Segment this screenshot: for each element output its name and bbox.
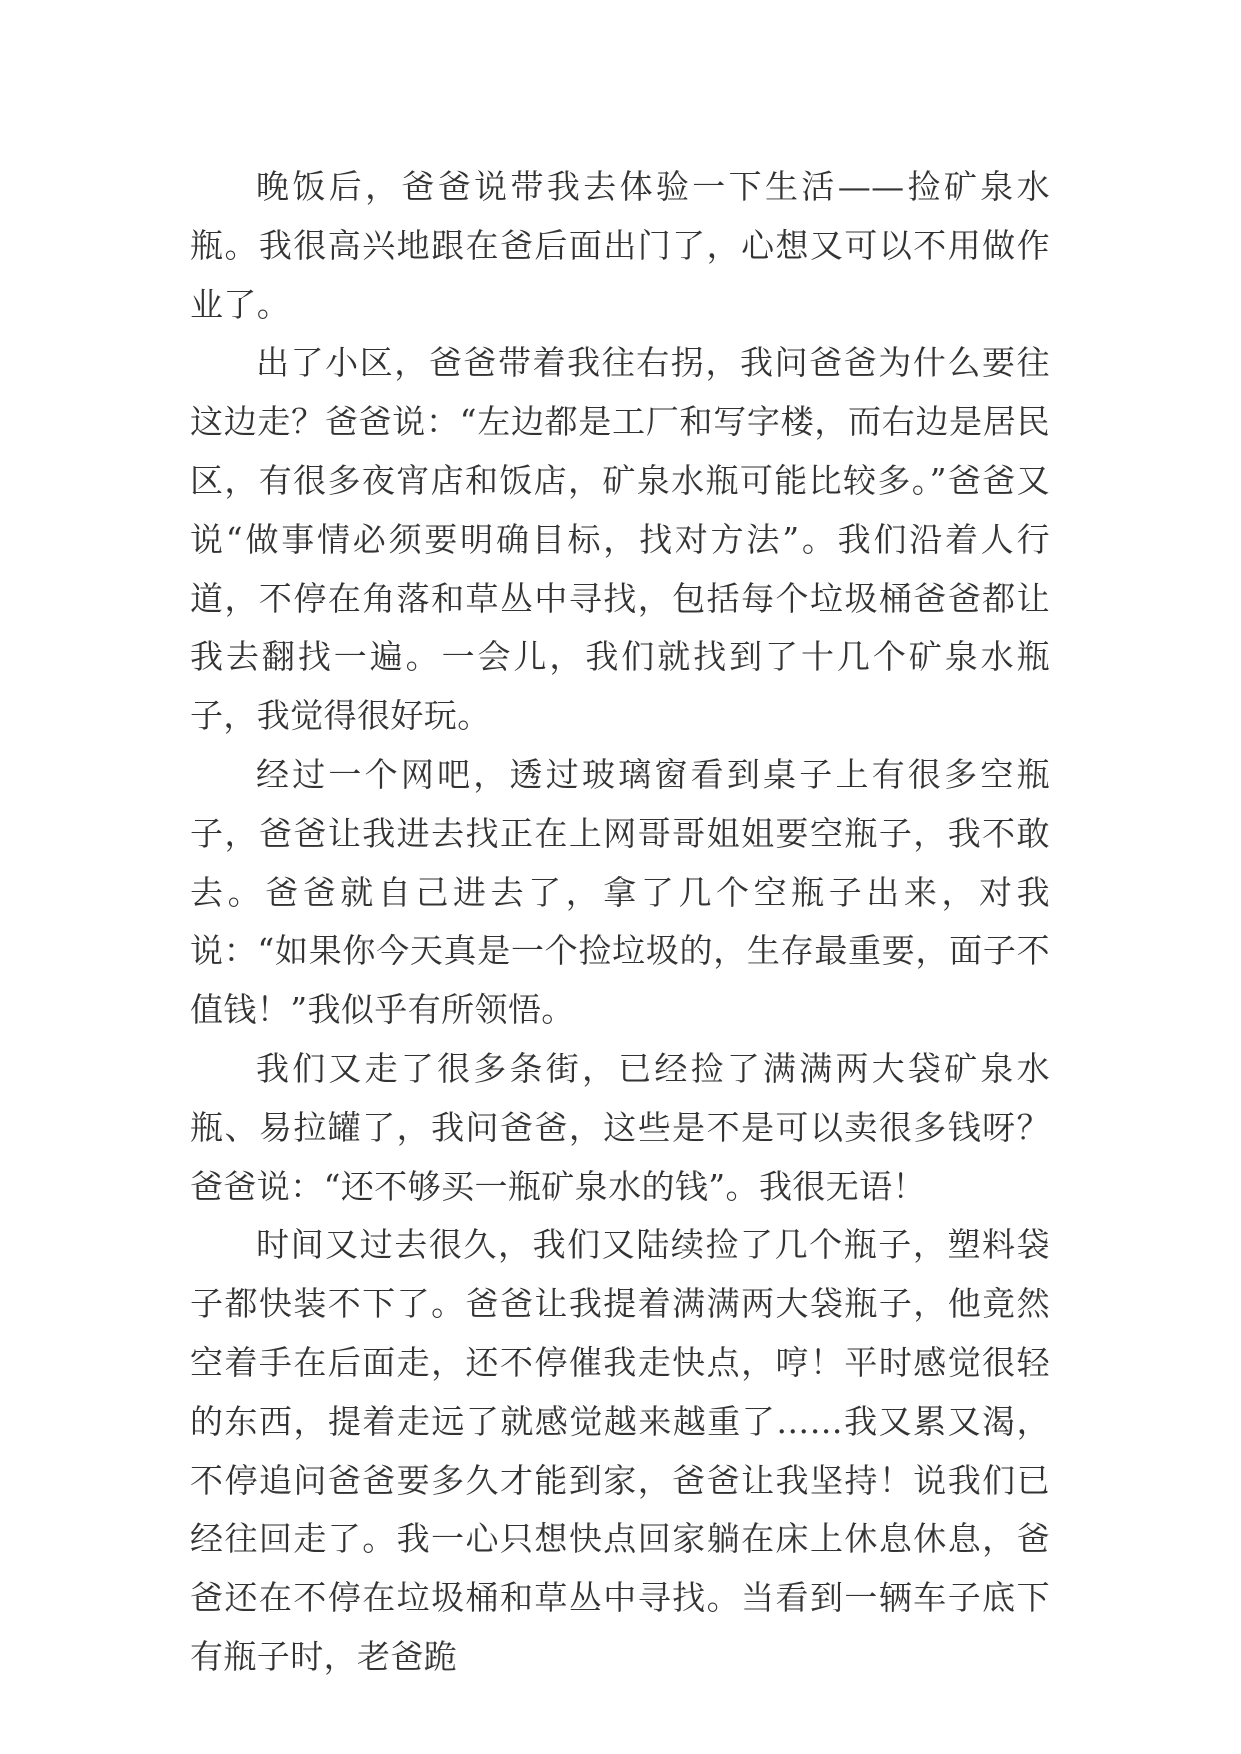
paragraph-5: 时间又过去很久，我们又陆续捡了几个瓶子，塑料袋子都快装不下了。爸爸让我提着满满两大袋瓶子，他竟然空着手在后面走，还不停催我走快点，哼！平时感觉很轻的东西，提着走远了就感觉越来越重了……我又累又渴，不停追问爸爸要多久才能到家，爸爸让我坚持！说我们已经往回走了。我一心只想快点回家躺在床上休息休息，爸爸还在不停在垃圾桶和草丛中寻找。当看到一辆车子底下有瓶子时，老爸跪 [190,1225,1050,1676]
paragraph-1: 晚饭后，爸爸说带我去体验一下生活——捡矿泉水瓶。我很高兴地跟在爸后面出门了，心想又可以不用做作业了。 [190,167,1050,324]
paragraph-3: 经过一个网吧，透过玻璃窗看到桌子上有很多空瓶子，爸爸让我进去找正在上网哥哥姐姐要空瓶子，我不敢去。爸爸就自己进去了，拿了几个空瓶子出来，对我说：“如果你今天真是一个捡垃圾的，生存最重要，面子不值钱！”我似乎有所领悟。 [190,754,1050,1030]
paragraph-2: 出了小区，爸爸带着我往右拐，我问爸爸为什么要往这边走？爸爸说：“左边都是工厂和写字楼，而右边是居民区，有很多夜宵店和饭店，矿泉水瓶可能比较多。”爸爸又说“做事情必须要明确目标，找对方法”。我们沿着人行道，不停在角落和草丛中寻找，包括每个垃圾桶爸爸都让我去翻找一遍。一会儿，我们就找到了十几个矿泉水瓶子，我觉得很好玩。 [190,343,1050,736]
paragraph-4: 我们又走了很多条街，已经捡了满满两大袋矿泉水瓶、易拉罐了，我问爸爸，这些是不是可以卖很多钱呀？爸爸说：“还不够买一瓶矿泉水的钱”。我很无语！ [190,1048,1050,1206]
document-body [190,158,1050,1687]
